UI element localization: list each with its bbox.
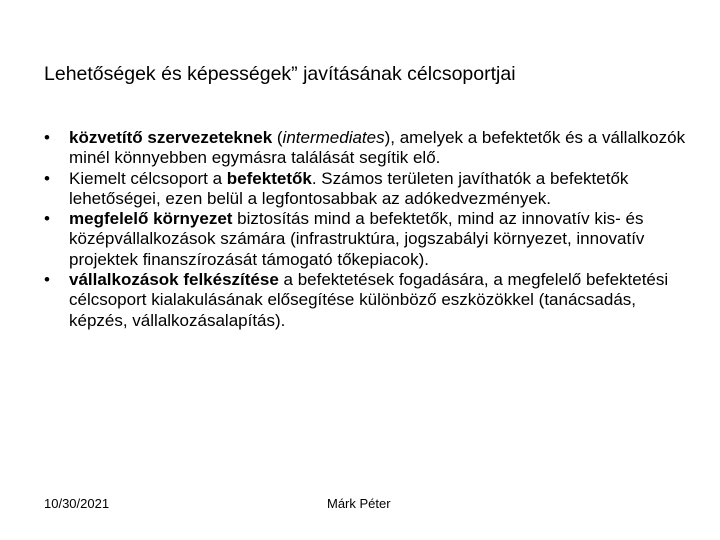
bullet-segment: befektetők bbox=[226, 168, 312, 188]
slide-title: Lehetőségek és képességek” javításának célcsoportjai bbox=[44, 63, 516, 85]
footer-date: 10/30/2021 bbox=[44, 496, 110, 511]
bullet-segment: Kiemelt célcsoport a bbox=[69, 168, 227, 188]
bullet-marker: • bbox=[44, 270, 50, 290]
bullet-list bbox=[44, 128, 694, 331]
footer-author: Márk Péter bbox=[327, 496, 391, 511]
bullet-item bbox=[44, 209, 694, 270]
bullet-text bbox=[69, 209, 694, 270]
bullet-item bbox=[44, 169, 694, 210]
bullet-segment: közvetítő szervezeteknek bbox=[69, 128, 273, 147]
bullet-segment: a befektetések fogadására, a megfelelő befektetési célcsoport kialakulásának elősegítése különböző eszközökkel (tanácsadás, képzés, vállalkozásalapítás). bbox=[69, 270, 669, 330]
bullet-item bbox=[44, 270, 694, 331]
bullet-marker: • bbox=[44, 168, 50, 188]
bullet-text bbox=[69, 270, 694, 331]
bullet-text bbox=[69, 169, 694, 210]
bullet-segment: biztosítás mind a befektetők, mind az innovatív kis- és középvállalkozások számára (infrastruktúra, jogszabályi környezet, innovatív projektek finanszírozását támogató tőkepiacok). bbox=[69, 209, 645, 269]
bullet-marker: • bbox=[44, 209, 50, 229]
bullet-item bbox=[44, 128, 694, 169]
bullet-segment: intermediates bbox=[282, 128, 385, 147]
bullet-text bbox=[69, 128, 694, 169]
bullet-marker: • bbox=[44, 128, 50, 147]
bullet-segment: ), amelyek a befektetők és a vállalkozók minél könnyebben egymásra találását segítik elő. bbox=[69, 128, 686, 168]
bullet-segment: . Számos területen javíthatók a befektetők lehetőségei, ezen belül a legfontosabbak az adókedvezmények. bbox=[69, 168, 629, 208]
bullet-segment: megfelelő környezet bbox=[69, 209, 233, 229]
bullet-segment: vállalkozások felkészítése bbox=[69, 270, 279, 290]
bullet-segment: ( bbox=[272, 128, 283, 147]
